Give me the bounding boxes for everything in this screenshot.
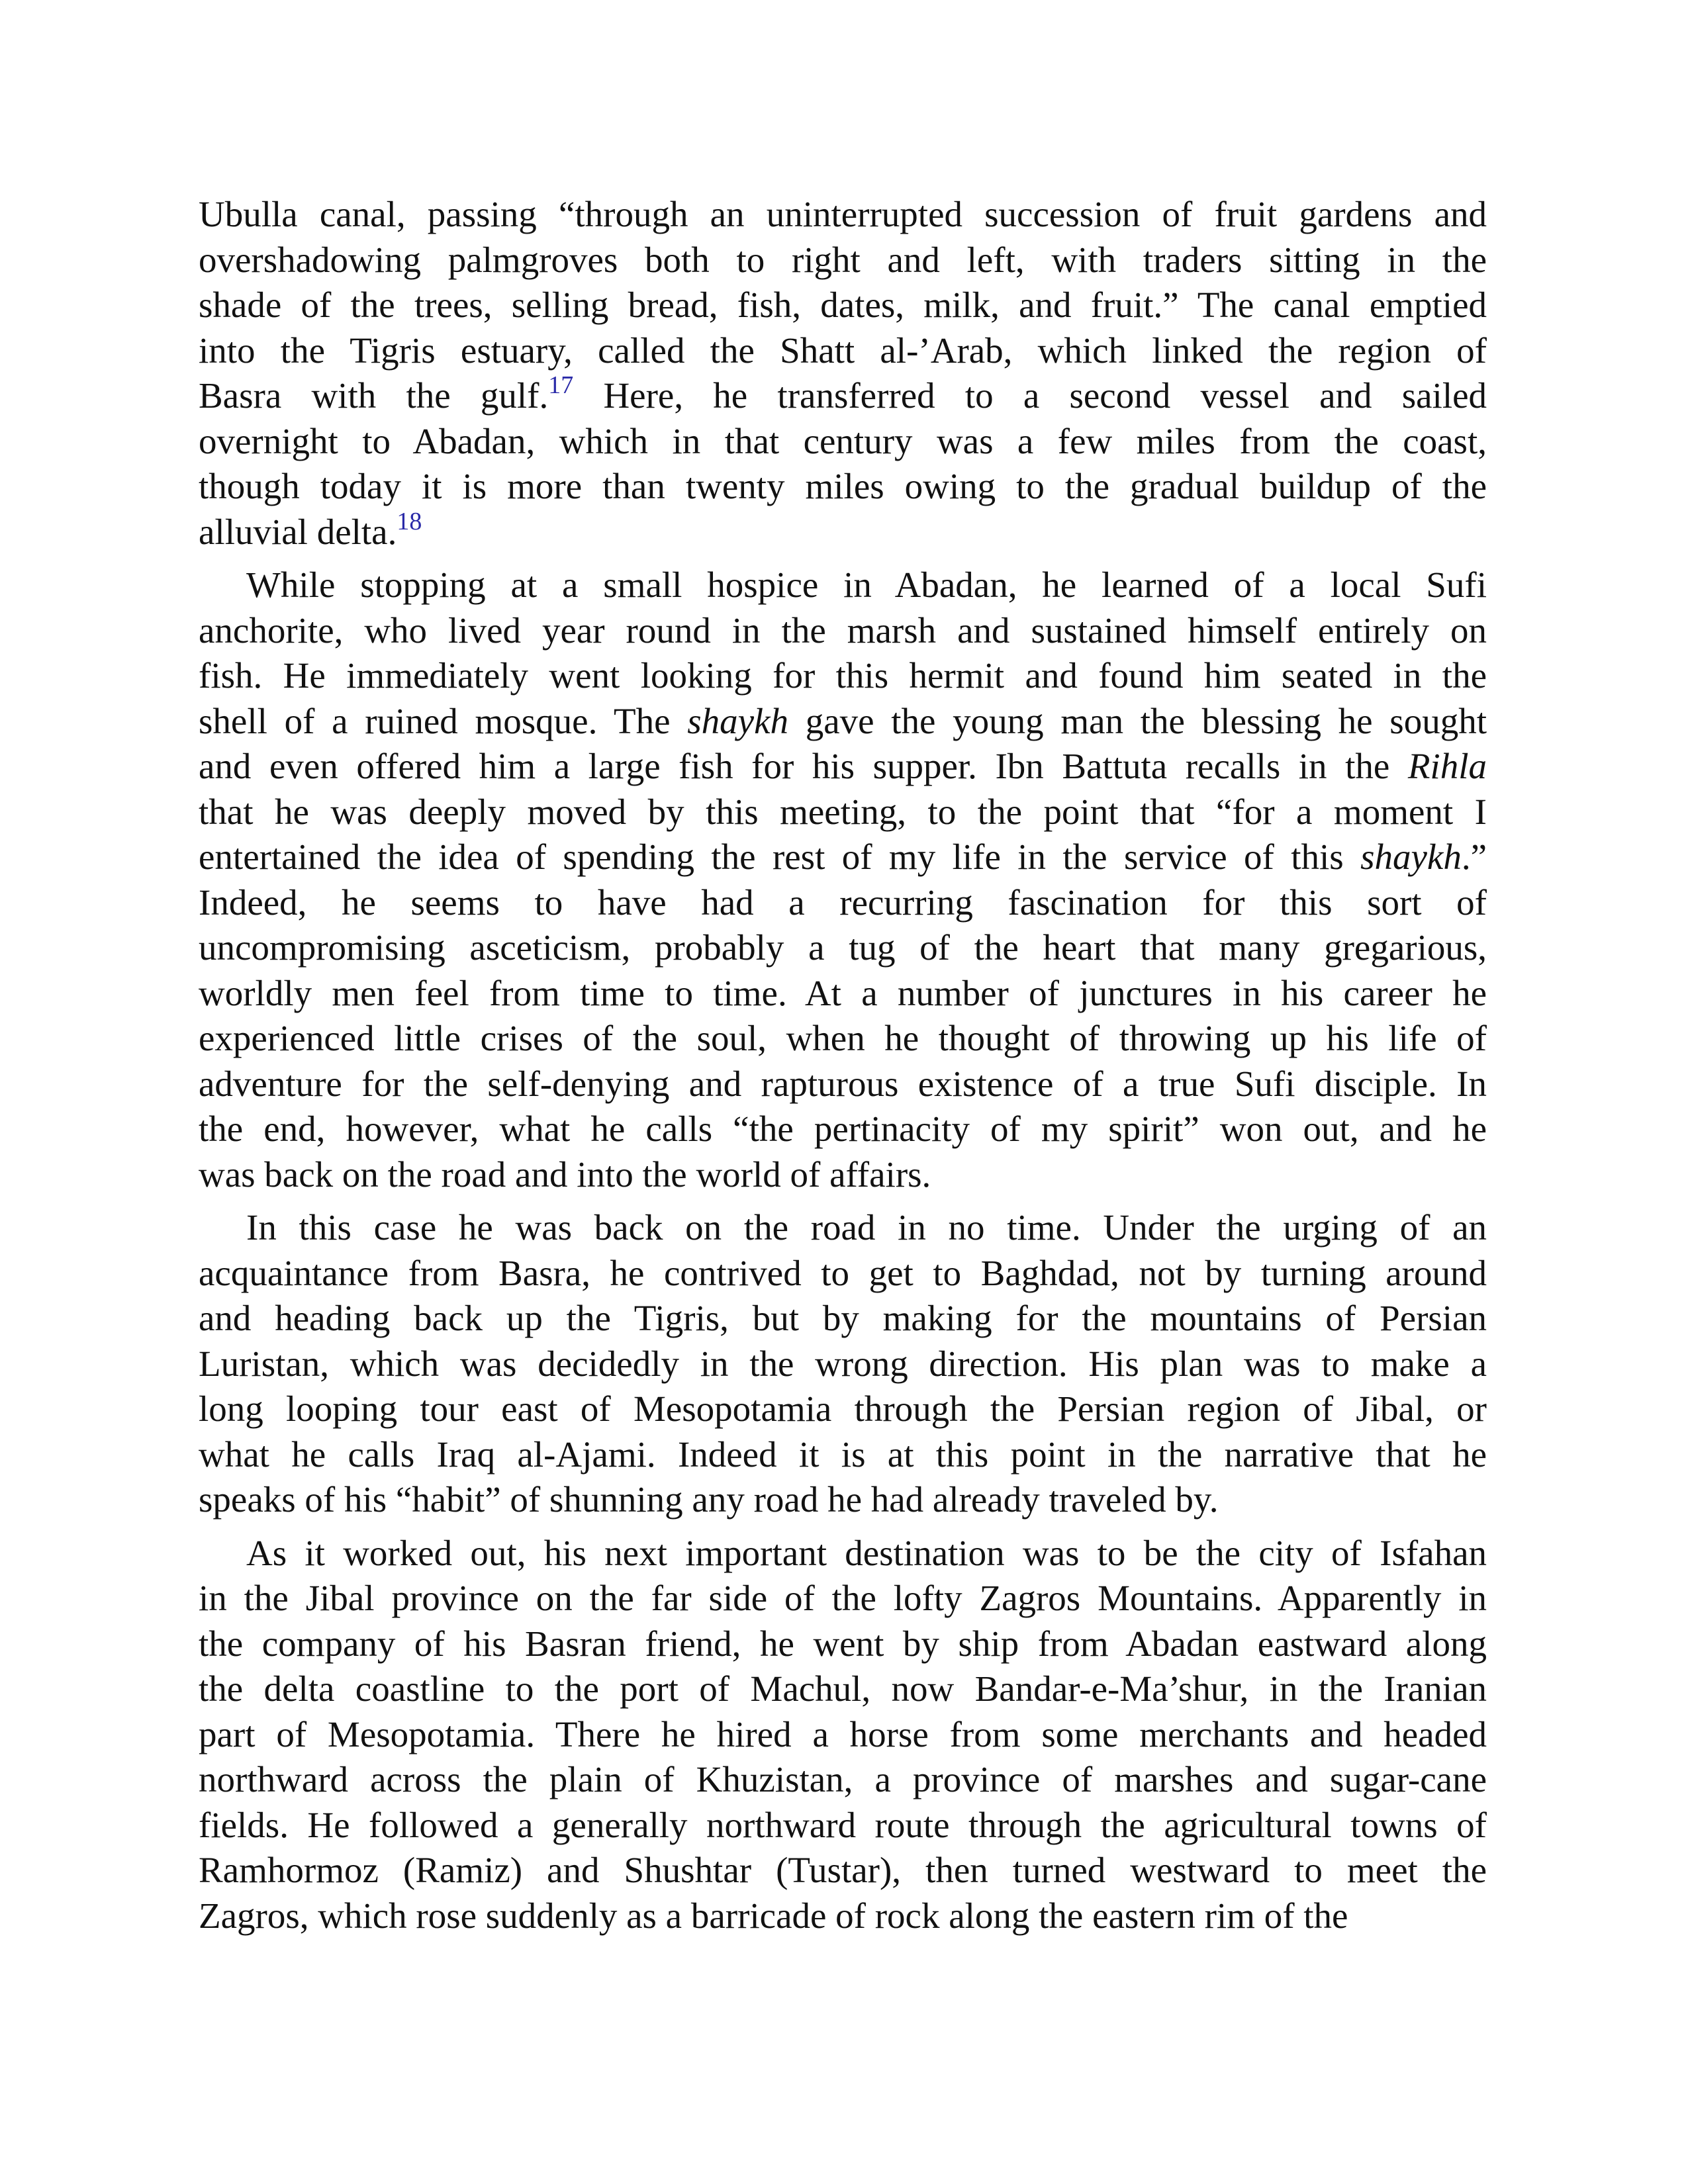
text-run: acquaintance from Basra, he contrived to get to Baghdad, not by turning around <box>199 1252 1487 1293</box>
text-line <box>199 835 1487 880</box>
text-run: what he calls Iraq al-Ajami. Indeed it is at this point in the narrative that he <box>199 1433 1487 1475</box>
text-line <box>199 1666 1487 1712</box>
text-run: adventure for the self-denying and rapturous existence of a true Sufi disciple. In <box>199 1063 1487 1104</box>
text-run: and heading back up the Tigris, but by making for the mountains of Persian <box>199 1298 1487 1338</box>
text-line <box>199 1803 1487 1848</box>
text-run: .” <box>1461 837 1487 877</box>
text-run: speaks of his “habit” of shunning any road he had already traveled by. <box>199 1479 1219 1520</box>
text-line <box>199 1893 1487 1939</box>
text-line <box>199 283 1487 328</box>
text-line <box>199 1576 1487 1621</box>
text-run: Luristan, which was decidedly in the wrong direction. His plan was to make a <box>199 1343 1487 1384</box>
text-line <box>199 1152 1487 1198</box>
text-run: the delta coastline to the port of Machul, now Bandar-e-Ma’shur, in the Iranian <box>199 1668 1487 1709</box>
text-run: alluvial delta. <box>199 511 397 552</box>
text-run: the end, however, what he calls “the pertinacity of my spirit” won out, and he <box>199 1109 1487 1149</box>
text-run: worldly men feel from time to time. At a number of junctures in his career he <box>199 972 1487 1013</box>
text-line <box>199 1062 1487 1107</box>
text-run: overshadowing palmgroves both to right and left, with traders sitting in the <box>199 239 1487 280</box>
text-line <box>199 653 1487 699</box>
text-run: experienced little crises of the soul, when he thought of throwing up his life of <box>199 1018 1487 1058</box>
text-line <box>199 699 1487 745</box>
text-run: uncompromising asceticism, probably a tug of the heart that many gregarious, <box>199 927 1487 968</box>
text-line <box>199 1387 1487 1432</box>
italic-term: shaykh <box>1360 837 1462 877</box>
text-run: fish. He immediately went looking for this hermit and found him seated in the <box>199 655 1487 696</box>
text-line <box>199 880 1487 926</box>
text-run: and even offered him a large fish for his supper. Ibn Battuta recalls in the <box>199 746 1408 786</box>
text-line <box>199 971 1487 1017</box>
text-line <box>199 1531 1487 1576</box>
text-line <box>199 925 1487 971</box>
text-line <box>199 1712 1487 1758</box>
text-line <box>199 1848 1487 1893</box>
text-line <box>199 1432 1487 1478</box>
paragraph <box>199 1205 1487 1523</box>
text-line <box>199 1757 1487 1803</box>
footnote-link[interactable]: 18 <box>397 507 422 535</box>
text-run: Zagros, which rose suddenly as a barricade of rock along the eastern rim of the <box>199 1895 1348 1936</box>
text-run: Here, he transferred to a second vessel and sailed <box>573 375 1487 416</box>
text-run: into the Tigris estuary, called the Shatt al-’Arab, which linked the region of <box>199 330 1487 371</box>
text-line <box>199 1621 1487 1667</box>
text-line <box>199 744 1487 790</box>
text-run: fields. He followed a generally northward route through the agricultural towns of <box>199 1804 1487 1845</box>
text-run: northward across the plain of Khuzistan, a province of marshes and sugar-cane <box>199 1759 1487 1799</box>
text-run: shade of the trees, selling bread, fish, dates, milk, and fruit.” The canal emptied <box>199 285 1487 325</box>
text-line <box>199 1477 1487 1523</box>
text-line <box>199 373 1487 419</box>
italic-term: shaykh <box>687 700 788 741</box>
text-run: entertained the idea of spending the rest of my life in the service of this <box>199 837 1361 877</box>
text-line <box>199 328 1487 374</box>
text-run: Ubulla canal, passing “through an uninterrupted succession of fruit gardens and <box>199 194 1487 234</box>
book-page-text <box>199 192 1487 1938</box>
text-line <box>199 192 1487 238</box>
text-line <box>199 464 1487 510</box>
text-line <box>199 419 1487 465</box>
text-run: the company of his Basran friend, he went by ship from Abadan eastward along <box>199 1623 1487 1664</box>
italic-term: Rihla <box>1407 746 1487 786</box>
paragraph <box>199 563 1487 1197</box>
text-line <box>199 1296 1487 1342</box>
text-run: Ramhormoz (Ramiz) and Shushtar (Tustar), then turned westward to meet the <box>199 1850 1487 1890</box>
paragraph <box>199 192 1487 555</box>
text-run: As it worked out, his next important destination was to be the city of Isfahan <box>246 1532 1487 1573</box>
text-run: anchorite, who lived year round in the marsh and sustained himself entirely on <box>199 610 1487 651</box>
text-line <box>199 608 1487 654</box>
text-run: gave the young man the blessing he sought <box>788 700 1487 741</box>
text-run: part of Mesopotamia. There he hired a horse from some merchants and headed <box>199 1713 1487 1754</box>
text-run: In this case he was back on the road in no time. Under the urging of an <box>246 1207 1487 1248</box>
text-run: in the Jibal province on the far side of the lofty Zagros Mountains. Apparently in <box>199 1578 1487 1618</box>
text-line <box>199 1251 1487 1297</box>
text-run: was back on the road and into the world of affairs. <box>199 1154 931 1195</box>
text-run: though today it is more than twenty miles owing to the gradual buildup of the <box>199 466 1487 506</box>
text-line <box>199 507 1487 555</box>
text-line <box>199 238 1487 283</box>
paragraph <box>199 1531 1487 1939</box>
text-run: shell of a ruined mosque. The <box>199 700 688 741</box>
text-line <box>199 1016 1487 1062</box>
text-line <box>199 563 1487 608</box>
text-run: While stopping at a small hospice in Abadan, he learned of a local Sufi <box>246 565 1487 605</box>
text-line <box>199 1342 1487 1387</box>
text-run: Indeed, he seems to have had a recurring fascination for this sort of <box>199 882 1487 923</box>
text-line <box>199 1205 1487 1251</box>
text-line <box>199 1107 1487 1152</box>
text-run: long looping tour east of Mesopotamia through the Persian region of Jibal, or <box>199 1388 1487 1429</box>
text-run: overnight to Abadan, which in that century was a few miles from the coast, <box>199 420 1487 461</box>
text-line <box>199 790 1487 835</box>
text-run: Basra with the gulf. <box>199 375 549 416</box>
footnote-link[interactable]: 17 <box>548 371 574 399</box>
text-run: that he was deeply moved by this meeting, to the point that “for a moment I <box>199 791 1487 832</box>
